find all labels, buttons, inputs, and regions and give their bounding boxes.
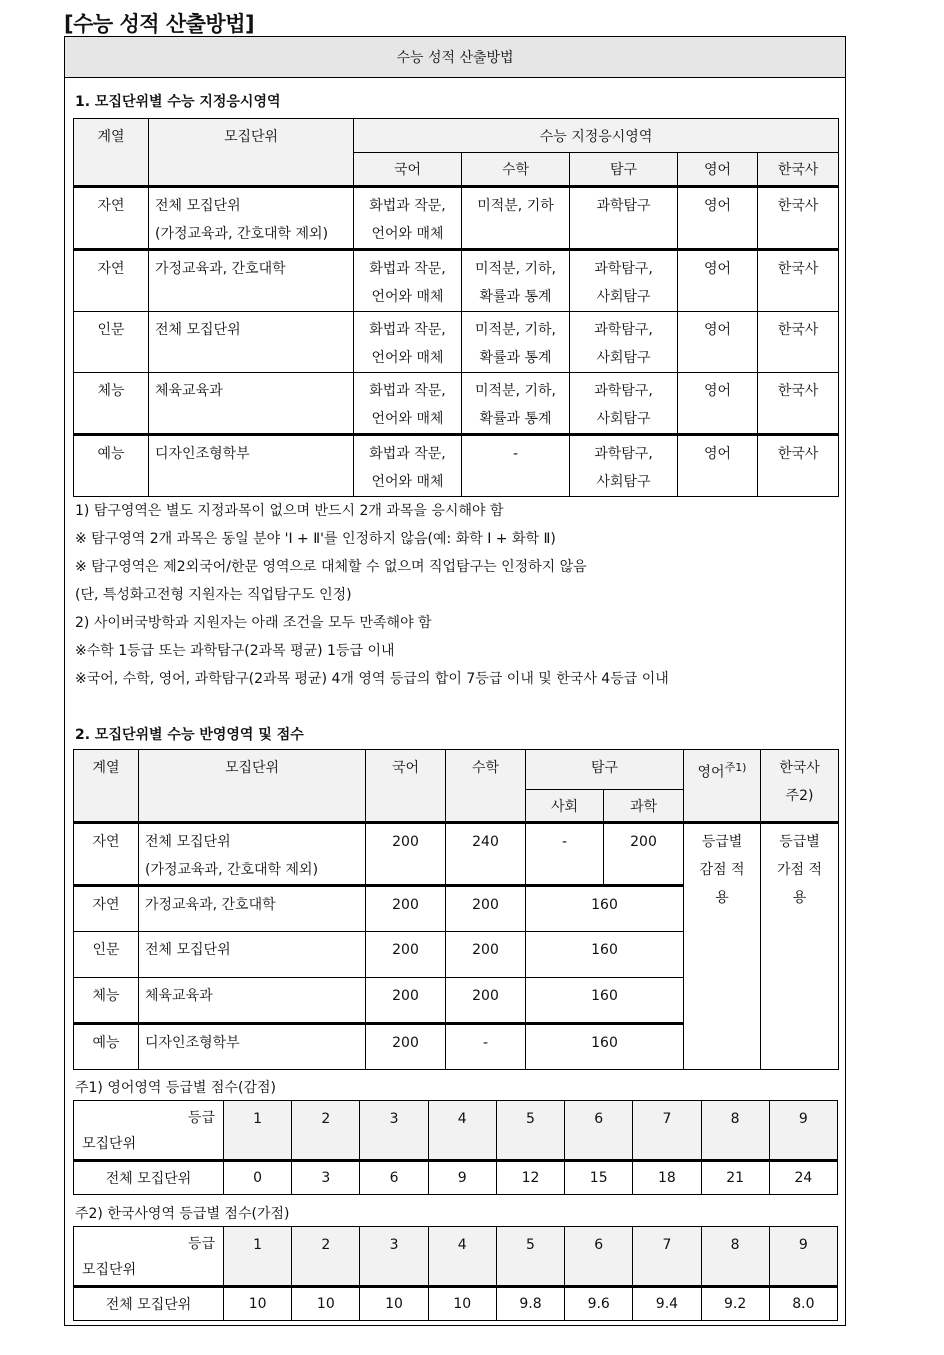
grade-cell: 2: [292, 1101, 360, 1161]
score-cell: 15: [565, 1161, 633, 1195]
grade-cell: 6: [565, 1227, 633, 1287]
score-cell: 9: [428, 1161, 496, 1195]
cell-math: 미적분, 기하, 확률과 통계: [462, 312, 570, 373]
cell-korean: 화법과 작문, 언어와 매체: [354, 250, 462, 312]
table-row: [74, 373, 839, 435]
cell-history: 한국사: [758, 187, 839, 250]
table-row: [74, 312, 839, 373]
note-line: 1) 탐구영역은 별도 지정과목이 없으며 반드시 2개 과목을 응시해야 함: [75, 503, 504, 519]
cell-history-applied: 등급별 가점 적 용: [761, 823, 839, 1070]
header-grade-unit: 등급 모집단위: [74, 1101, 224, 1161]
header-social: 사회: [526, 790, 604, 823]
cell-unit: 체육교육과: [149, 373, 354, 435]
score-cell: 9.6: [565, 1287, 633, 1321]
header-group: 계열: [74, 750, 139, 823]
cell-inquiry: 160: [526, 1024, 684, 1070]
header-inquiry: 탐구: [570, 153, 678, 187]
score-cell: 8.0: [769, 1287, 837, 1321]
cell-math: -: [446, 1024, 526, 1070]
score-cell: 12: [496, 1161, 564, 1195]
grade-cell: 9: [769, 1101, 837, 1161]
cell-group: 자연: [74, 187, 149, 250]
header-inquiry: 탐구: [526, 750, 684, 790]
grade-cell: 4: [428, 1101, 496, 1161]
grade-cell: 5: [496, 1227, 564, 1287]
note-line: ※ 탐구영역은 제2외국어/한문 영역으로 대체할 수 없으며 직업탐구는 인정하지 않음: [75, 559, 587, 575]
grade-cell: 3: [360, 1227, 428, 1287]
cell-group: 예능: [74, 1024, 139, 1070]
cell-inquiry: 160: [526, 932, 684, 978]
grade-cell: 3: [360, 1101, 428, 1161]
cell-korean: 200: [366, 1024, 446, 1070]
english-grade-table: [73, 1100, 838, 1195]
cell-group: 체능: [74, 373, 149, 435]
cell-social: -: [526, 823, 604, 886]
note-line: ※수학 1등급 또는 과학탐구(2과목 평균) 1등급 이내: [75, 643, 395, 659]
frame-header: 수능 성적 산출방법: [65, 37, 845, 78]
cell-inquiry: 과학탐구: [570, 187, 678, 250]
cell-inquiry: 과학탐구, 사회탐구: [570, 250, 678, 312]
cell-unit: 디자인조형학부: [149, 435, 354, 497]
cell-math: 미적분, 기하: [462, 187, 570, 250]
cell-math: 미적분, 기하, 확률과 통계: [462, 250, 570, 312]
section1-notes: [75, 497, 669, 693]
row-label: 전체 모집단위: [74, 1287, 224, 1321]
cell-math: 200: [446, 886, 526, 932]
score-cell: 21: [701, 1161, 769, 1195]
cell-english: 영어: [678, 187, 758, 250]
grade-cell: 8: [701, 1101, 769, 1161]
note-line: ※국어, 수학, 영어, 과학탐구(2과목 평균) 4개 영역 등급의 합이 7등급 이내 및 한국사 4등급 이내: [75, 671, 669, 687]
cell-unit: 가정교육과, 간호대학: [149, 250, 354, 312]
cell-group: 체능: [74, 978, 139, 1024]
table-row: [74, 1161, 838, 1195]
header-history: 한국사: [758, 153, 839, 187]
grade-cell: 7: [633, 1227, 701, 1287]
score-cell: 18: [633, 1161, 701, 1195]
history-grade-table: [73, 1226, 838, 1321]
cell-math: 240: [446, 823, 526, 886]
cell-english: 영어: [678, 435, 758, 497]
note-line: 2) 사이버국방학과 지원자는 아래 조건을 모두 만족해야 함: [75, 615, 432, 631]
cell-korean: 화법과 작문, 언어와 매체: [354, 435, 462, 497]
cell-group: 자연: [74, 886, 139, 932]
note-line: ※ 탐구영역 2개 과목은 동일 분야 'Ⅰ + Ⅱ'를 인정하지 않음(예: 화학 Ⅰ + 화학 Ⅱ): [75, 531, 556, 547]
page-title: [수능 성적 산출방법]: [64, 12, 255, 36]
cell-korean: 화법과 작문, 언어와 매체: [354, 373, 462, 435]
cell-history: 한국사: [758, 312, 839, 373]
table-row: [74, 250, 839, 312]
score-table: [73, 749, 839, 1070]
score-cell: 9.8: [496, 1287, 564, 1321]
cell-english-applied: 등급별 감점 적 용: [684, 823, 761, 1070]
cell-inquiry: 과학탐구, 사회탐구: [570, 435, 678, 497]
grade-cell: 2: [292, 1227, 360, 1287]
cell-english: 영어: [678, 373, 758, 435]
cell-inquiry: 과학탐구, 사회탐구: [570, 373, 678, 435]
cell-history: 한국사: [758, 373, 839, 435]
cell-math: 200: [446, 978, 526, 1024]
score-cell: 10: [224, 1287, 292, 1321]
note2-caption: 주2) 한국사영역 등급별 점수(가점): [75, 1206, 290, 1222]
cell-history: 한국사: [758, 435, 839, 497]
header-math: 수학: [446, 750, 526, 823]
header-history: 한국사 주2): [761, 750, 839, 823]
cell-math: 200: [446, 932, 526, 978]
cell-korean: 200: [366, 886, 446, 932]
table-row: [74, 1287, 838, 1321]
cell-english: 영어: [678, 250, 758, 312]
cell-science: 200: [604, 823, 684, 886]
cell-korean: 화법과 작문, 언어와 매체: [354, 312, 462, 373]
header-area: 수능 지정응시영역: [354, 119, 839, 153]
section2-title: 2. 모집단위별 수능 반영영역 및 점수: [75, 727, 304, 743]
table-row: [74, 823, 839, 886]
cell-korean: 200: [366, 978, 446, 1024]
grade-cell: 8: [701, 1227, 769, 1287]
score-cell: 10: [292, 1287, 360, 1321]
table-row: [74, 435, 839, 497]
grade-cell: 9: [769, 1227, 837, 1287]
grade-cell: 5: [496, 1101, 564, 1161]
cell-unit: 전체 모집단위: [149, 312, 354, 373]
header-math: 수학: [462, 153, 570, 187]
cell-group: 인문: [74, 312, 149, 373]
cell-unit: 체육교육과: [139, 978, 366, 1024]
score-cell: 3: [292, 1161, 360, 1195]
score-cell: 9.2: [701, 1287, 769, 1321]
note1-caption: 주1) 영어영역 등급별 점수(감점): [75, 1080, 276, 1096]
score-cell: 0: [224, 1161, 292, 1195]
cell-inquiry: 과학탐구, 사회탐구: [570, 312, 678, 373]
header-korean: 국어: [366, 750, 446, 823]
header-group: 계열: [74, 119, 149, 187]
grade-cell: 7: [633, 1101, 701, 1161]
grade-cell: 1: [224, 1101, 292, 1161]
score-cell: 24: [769, 1161, 837, 1195]
cell-korean: 화법과 작문, 언어와 매체: [354, 187, 462, 250]
cell-history: 한국사: [758, 250, 839, 312]
content-frame: [64, 36, 846, 1326]
cell-unit: 전체 모집단위: [139, 932, 366, 978]
header-unit: 모집단위: [139, 750, 366, 823]
cell-math: 미적분, 기하, 확률과 통계: [462, 373, 570, 435]
score-cell: 10: [428, 1287, 496, 1321]
grade-cell: 6: [565, 1101, 633, 1161]
cell-inquiry: 160: [526, 886, 684, 932]
cell-group: 인문: [74, 932, 139, 978]
header-english: 영어: [678, 153, 758, 187]
table-row: [74, 187, 839, 250]
header-science: 과학: [604, 790, 684, 823]
cell-english: 영어: [678, 312, 758, 373]
cell-korean: 200: [366, 932, 446, 978]
grade-cell: 4: [428, 1227, 496, 1287]
section1-title: 1. 모집단위별 수능 지정응시영역: [75, 94, 281, 110]
grade-cell: 1: [224, 1227, 292, 1287]
score-cell: 10: [360, 1287, 428, 1321]
header-english: 영어$^{주1)}$: [684, 750, 761, 823]
designated-areas-table: [73, 118, 839, 497]
cell-unit: 전체 모집단위 (가정교육과, 간호대학 제외): [139, 823, 366, 886]
row-label: 전체 모집단위: [74, 1161, 224, 1195]
cell-math: -: [462, 435, 570, 497]
cell-inquiry: 160: [526, 978, 684, 1024]
cell-group: 예능: [74, 435, 149, 497]
score-cell: 6: [360, 1161, 428, 1195]
score-cell: 9.4: [633, 1287, 701, 1321]
header-unit: 모집단위: [149, 119, 354, 187]
cell-group: 자연: [74, 250, 149, 312]
cell-unit: 디자인조형학부: [139, 1024, 366, 1070]
cell-unit: 전체 모집단위 (가정교육과, 간호대학 제외): [149, 187, 354, 250]
header-grade-unit: 등급 모집단위: [74, 1227, 224, 1287]
cell-korean: 200: [366, 823, 446, 886]
header-korean: 국어: [354, 153, 462, 187]
note-line: (단, 특성화고전형 지원자는 직업탐구도 인정): [75, 587, 352, 603]
cell-group: 자연: [74, 823, 139, 886]
cell-unit: 가정교육과, 간호대학: [139, 886, 366, 932]
